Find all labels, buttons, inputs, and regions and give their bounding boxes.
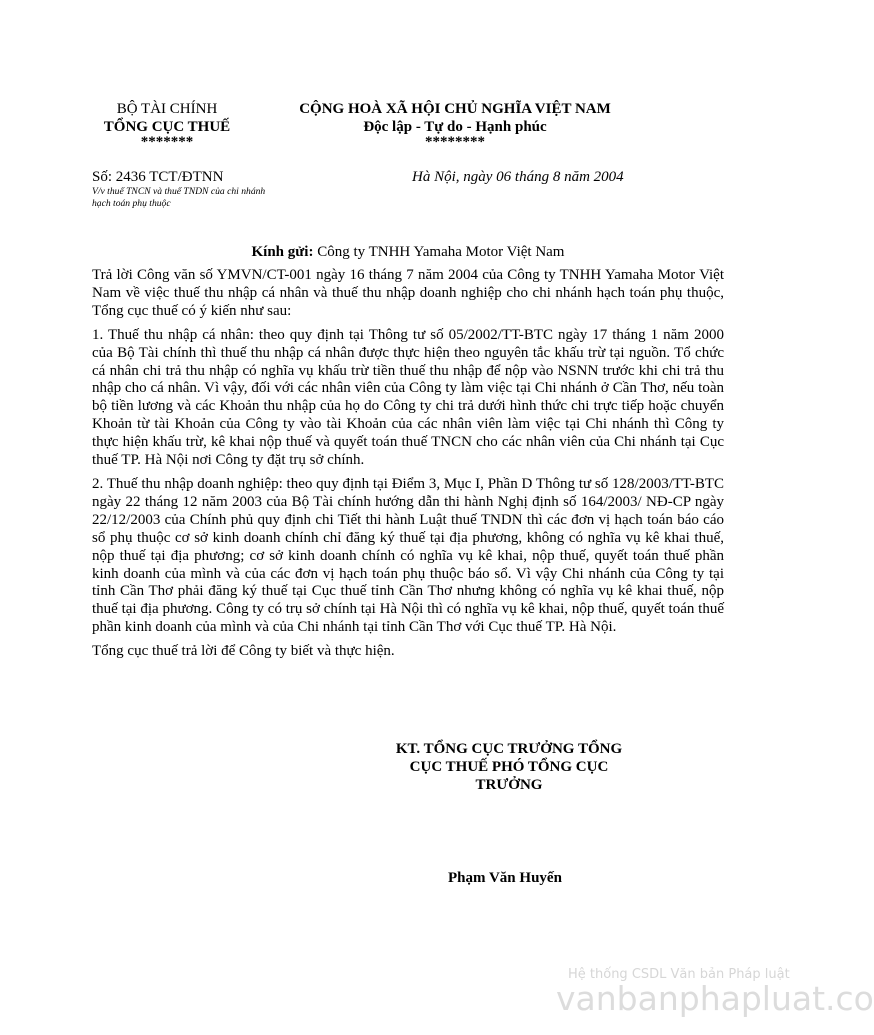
national-motto: Độc lập - Tự do - Hạnh phúc bbox=[363, 119, 547, 135]
recipient-label: Kính gửi: bbox=[251, 244, 314, 260]
body-paragraph-intro: Trả lời Công văn số YMVN/CT-001 ngày 16 tháng 7 năm 2004 của Công ty TNHH Yamaha Motor Việt Nam về việc thuế thu nhập cá nhân và thuế thu nhập doanh nghiệp cho chi nhánh hạch toán phụ thuộc, Tổng cục thuế có ý kiến như sau: bbox=[92, 267, 724, 319]
country-name: CỘNG HOÀ XÃ HỘI CHỦ NGHĨA VIỆT NAM bbox=[299, 101, 611, 117]
watermark-site: vanbanphapluat.co bbox=[556, 979, 874, 1018]
document-number: Số: 2436 TCT/ĐTNN bbox=[92, 169, 224, 185]
date-line: Hà Nội, ngày 06 tháng 8 năm 2004 bbox=[412, 169, 624, 185]
signature-title-line: TRƯỞNG bbox=[475, 777, 543, 793]
body-paragraph-corporate-income-tax: 2. Thuế thu nhập doanh nghiệp: theo quy định tại Điểm 3, Mục I, Phần D Thông tư số 128/2003/TT-BTC ngày 22 tháng 12 năm 2003 của Bộ Tài chính hướng dẫn thi hành Nghị định số 164/2003/ NĐ-CP ngày 22/12/2003 của Chính phủ quy định chi Tiết thi hành Luật thuế TNDN thì các đơn vị hạch toán báo cáo sổ phụ thuộc cơ sở kinh doanh chính chỉ đăng ký thuế tại địa phương, không có nghĩa vụ kê khai thuế, nộp thuế tại địa phương; cơ sở kinh doanh chính có nghĩa vụ kê khai, nộp thuế, quyết toán thuế phần kinh doanh của mình và của các đơn vị hạch toán phụ thuộc báo sổ. Vì vậy Chi nhánh của Công ty tại tỉnh Cần Thơ phải đăng ký thuế tại Cục thuế tỉnh Cần Thơ nhưng không có nghĩa vụ kê khai thuế, nộp thuế tại địa phương. Công ty có trụ sở chính tại Hà Nội thì có nghĩa vụ kê khai, nộp thuế, quyết toán thuế phần kinh doanh của mình và của Chi nhánh tại tỉnh Cần Thơ với Cục thuế TP. Hà Nội. bbox=[92, 475, 724, 636]
header-right-stars: ******** bbox=[425, 134, 485, 150]
header-left-stars: ******* bbox=[140, 134, 194, 150]
document-subject: V/v thuế TNCN và thuế TNDN của chi nhánh hạch toán phụ thuộc bbox=[92, 186, 266, 209]
national-header bbox=[290, 100, 620, 149]
recipient-line bbox=[92, 244, 724, 261]
document-body bbox=[92, 267, 724, 667]
recipient-name: Công ty TNHH Yamaha Motor Việt Nam bbox=[313, 244, 565, 260]
department-name: TỔNG CỤC THUẾ bbox=[103, 119, 231, 135]
signature-title bbox=[378, 740, 640, 794]
body-paragraph-personal-income-tax: 1. Thuế thu nhập cá nhân: theo quy định tại Thông tư số 05/2002/TT-BTC ngày 17 tháng 1 năm 2000 của Bộ Tài chính thì thuế thu nhập cá nhân được thực hiện theo nguyên tắc khấu trừ tại nguồn. Tổ chức cá nhân chi trả thu nhập có nghĩa vụ khấu trừ tiền thuế thu nhập để nộp vào NSNN trước khi chi trả thu nhập cho cá nhân. Vì vậy, đối với các nhân viên của Công ty làm việc tại Chi nhánh ở Cần Thơ, nếu toàn bộ tiền lương và các Khoản thu nhập của họ do Công ty chi trả dưới hình thức chi trực tiếp hoặc chuyển Khoản từ tài Khoản của Công ty vào tài Khoản của các nhân viên làm việc tại Chi nhánh thì Công ty thực hiện khấu trừ, kê khai nộp thuế và quyết toán thuế TNCN cho các nhân viên của Chi nhánh tại Cục thuế TP. Hà Nội nơi Công ty đặt trụ sở chính. bbox=[92, 326, 724, 469]
issuer-header bbox=[92, 100, 242, 149]
body-paragraph-closing: Tổng cục thuế trả lời để Công ty biết và thực hiện. bbox=[92, 643, 395, 660]
ministry-name: BỘ TÀI CHÍNH bbox=[116, 101, 218, 117]
signature-title-line: KT. TỔNG CỤC TRƯỞNG TỔNG bbox=[395, 741, 623, 757]
signer-name: Phạm Văn Huyến bbox=[448, 870, 562, 886]
signature-title-line: CỤC THUẾ PHÓ TỔNG CỤC bbox=[409, 759, 609, 775]
watermark-caption: Hệ thống CSDL Văn bản Pháp luật bbox=[568, 967, 790, 982]
